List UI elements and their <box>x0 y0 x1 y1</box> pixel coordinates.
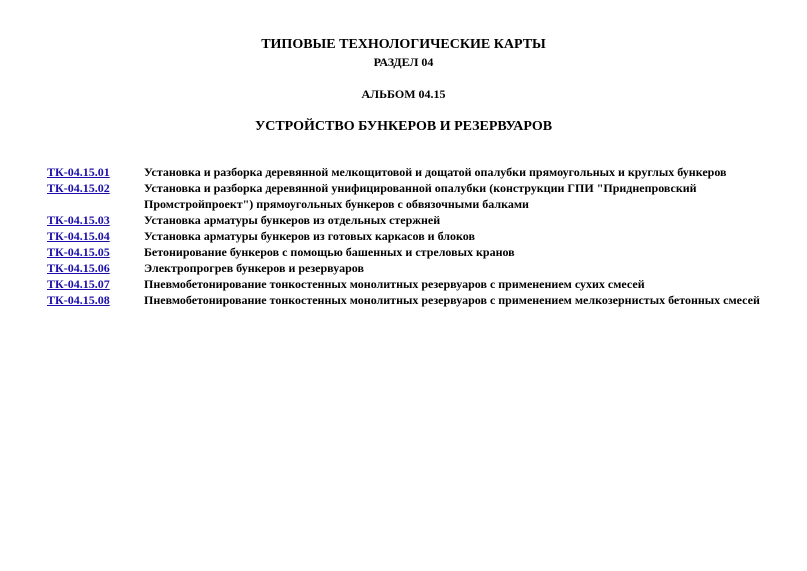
list-item <box>47 228 767 244</box>
document-link[interactable]: ТК-04.15.01 <box>47 165 110 179</box>
list-item <box>47 260 767 276</box>
document-link[interactable]: ТК-04.15.02 <box>47 181 110 195</box>
document-description: Бетонирование бункеров с помощью башенных и стреловых кранов <box>144 245 515 259</box>
list-item <box>47 212 767 228</box>
document-link[interactable]: ТК-04.15.07 <box>47 277 110 291</box>
list-item <box>47 244 767 260</box>
document-description: Пневмобетонирование тонкостенных монолитных резервуаров с применением сухих смесей <box>144 277 645 291</box>
document-link[interactable]: ТК-04.15.08 <box>47 293 110 307</box>
album-heading: АЛЬБОМ 04.15 <box>361 87 446 101</box>
list-item <box>47 164 767 180</box>
list-item <box>47 180 767 212</box>
document-description: Установка арматуры бункеров из отдельных стержней <box>144 213 441 227</box>
document-link[interactable]: ТК-04.15.06 <box>47 261 110 275</box>
list-item <box>47 276 767 292</box>
list-item <box>47 292 767 308</box>
document-link[interactable]: ТК-04.15.03 <box>47 213 110 227</box>
document-description: Установка и разборка деревянной мелкощитовой и дощатой опалубки прямоугольных и круглых бункеров <box>144 165 727 179</box>
document-title: ТИПОВЫЕ ТЕХНОЛОГИЧЕСКИЕ КАРТЫ <box>261 37 546 52</box>
document-description: Установка арматуры бункеров из готовых каркасов и блоков <box>144 229 475 243</box>
subject-heading: УСТРОЙСТВО БУНКЕРОВ И РЕЗЕРВУАРОВ <box>254 119 553 134</box>
document-description: Установка и разборка деревянной унифицированной опалубки (конструкции ГПИ "Приднепровский Промстройпроект") прямоугольных бункеров с обвязочными балками <box>144 181 697 211</box>
document-link[interactable]: ТК-04.15.05 <box>47 245 110 259</box>
document-link[interactable]: ТК-04.15.04 <box>47 229 110 243</box>
section-heading: РАЗДЕЛ 04 <box>373 55 434 69</box>
document-description: Электропрогрев бункеров и резервуаров <box>144 261 364 275</box>
document-list <box>47 164 767 308</box>
document-description: Пневмобетонирование тонкостенных монолитных резервуаров с применением мелкозернистых бетонных смесей <box>144 293 760 307</box>
